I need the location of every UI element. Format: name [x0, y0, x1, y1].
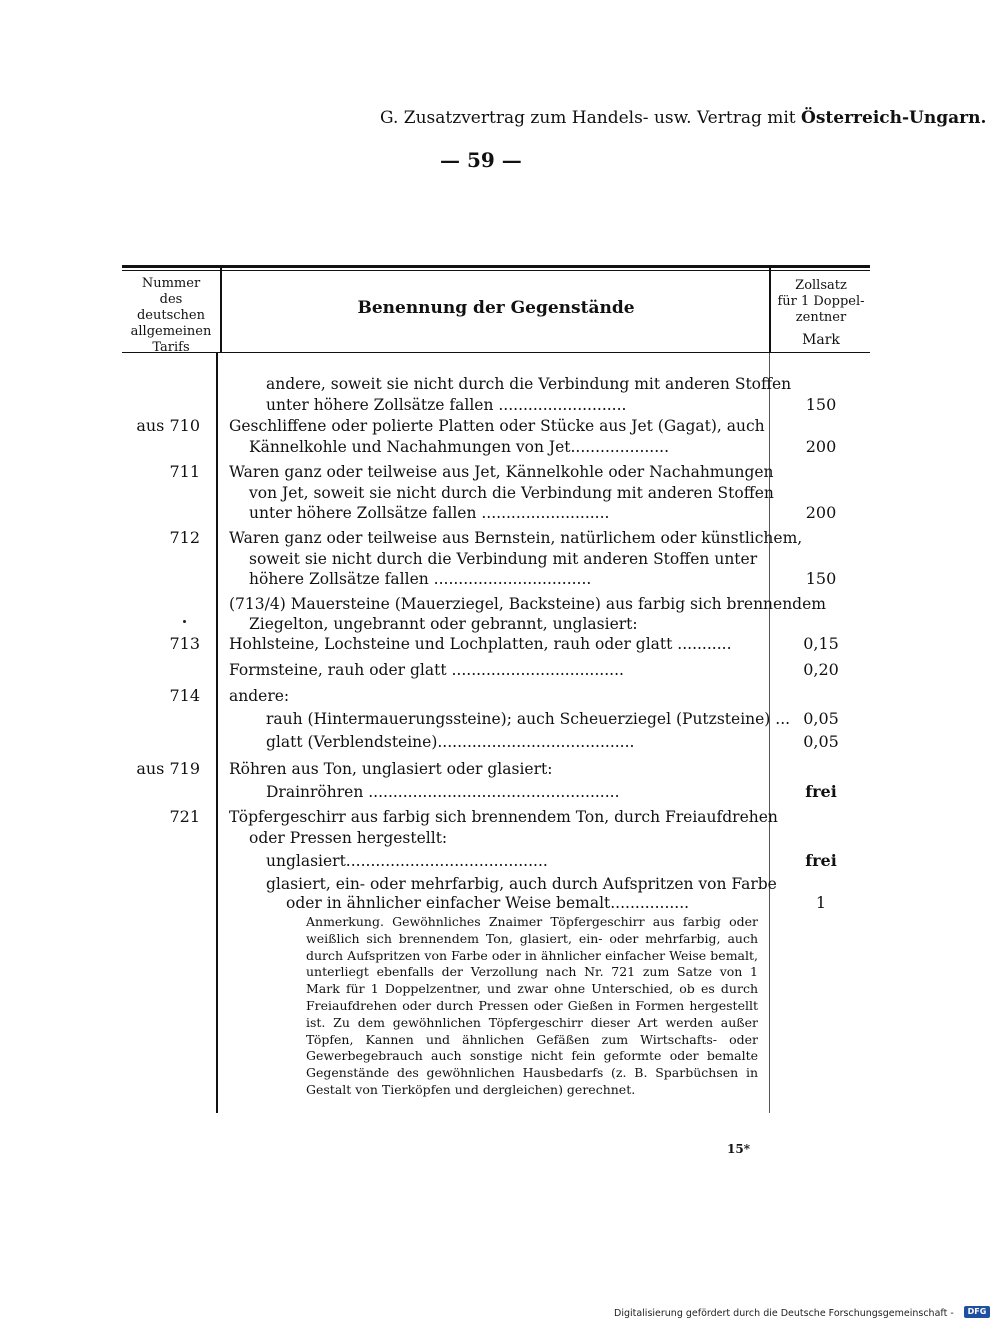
row-text: unter höhere Zollsätze fallen .......................... [266, 396, 627, 414]
page-number: — 59 — [440, 148, 522, 172]
tariff-number: aus 719 [136, 759, 200, 778]
row-text: Formsteine, rauh oder glatt ................................... [229, 661, 624, 679]
table-top-rule-thin [122, 270, 870, 271]
tariff-number: aus 710 [136, 416, 200, 435]
digitization-footer: Digitalisierung gefördert durch die Deutsche Forschungsgemeinschaft - [614, 1308, 954, 1319]
header-line: des deutschen [136, 292, 205, 323]
row-text: höhere Zollsätze fallen ................................ [249, 570, 592, 588]
row-rate: frei [805, 851, 837, 870]
running-head [380, 108, 987, 128]
page-signature: 15* [727, 1142, 750, 1156]
tariff-number: 721 [169, 807, 200, 826]
table-header-rule [122, 352, 870, 353]
running-head-text: G. Zusatzvertrag zum Handels- usw. Vertrag mit [380, 108, 802, 128]
row-text: andere, soweit sie nicht durch die Verbindung mit anderen Stoffen [266, 375, 792, 393]
row-rate: 200 [805, 503, 837, 522]
row-text: oder Pressen hergestellt: [249, 829, 448, 847]
row-rate: 150 [805, 395, 837, 414]
column-header-rate [772, 278, 870, 326]
tariff-number: 711 [169, 462, 200, 481]
row-text: von Jet, soweit sie nicht durch die Verbindung mit anderen Stoffen [249, 484, 774, 502]
row-rate: 1 [815, 893, 827, 912]
header-line: allgemeinen [130, 324, 212, 339]
row-text: Waren ganz oder teilweise aus Bernstein, natürlichem oder künstlichem, [229, 529, 803, 547]
margin-dot [183, 620, 186, 623]
row-text: oder in ähnlicher einfacher Weise bemalt................ [286, 894, 690, 912]
column-header-number [124, 276, 218, 356]
row-text: unglasiert......................................... [266, 852, 548, 870]
tariff-number: 713 [169, 634, 200, 653]
header-line: für 1 Doppel- [777, 294, 865, 309]
row-rate: 0,05 [803, 732, 839, 751]
row-text: soweit sie nicht durch die Verbindung mit anderen Stoffen unter [249, 550, 758, 568]
row-text: Kännelkohle und Nachahmungen von Jet.................... [249, 438, 670, 456]
running-head-country: Österreich-Ungarn. [801, 108, 987, 128]
row-text: (713/4) Mauersteine (Mauerziegel, Backsteine) aus farbig sich brennendem [229, 595, 826, 613]
table-top-rule [122, 265, 870, 268]
tariff-number: 714 [169, 686, 200, 705]
header-line: Tarifs [152, 340, 190, 355]
row-text: glasiert, ein- oder mehrfarbig, auch durch Aufspritzen von Farbe [266, 875, 777, 893]
row-text: Hohlsteine, Lochsteine und Lochplatten, rauh oder glatt ........... [229, 635, 732, 653]
row-text: Ziegelton, ungebrannt oder gebrannt, unglasiert: [249, 615, 638, 633]
row-text: glatt (Verblendsteine)........................................ [266, 733, 635, 751]
row-rate: 150 [805, 569, 837, 588]
column-divider-left-header [220, 268, 222, 353]
annotation-note: Anmerkung. Gewöhnliches Znaimer Töpfergeschirr aus farbig oder weißlich sich brennendem Ton, glasiert, ein- oder mehrfarbig, auch durch Aufspritzen von Farbe oder in ähnlicher einfacher Weise bemalt, unterliegt ebenfalls der Verzollung nach Nr. 721 zum Satze von 1 Mark für 1 Doppelzentner, und zwar ohne Unterschied, ob es durch Freiaufdrehen oder durch Pressen oder Gießen in Formen hergestellt ist. Zu dem gewöhnlichen Töpfergeschirr dieser Art werden außer Töpfen, Kannen und ähnlichen Gefäßen zum Wirtschafts- oder Gewerbegebrauch auch sonstige nicht fein geformte oder bemalte Gegenstände des gewöhnlichen Hausbedarfs (z. B. Sparbüchsen in Gestalt von Tierköpfen und dergleichen) gerechnet. [306, 914, 758, 1097]
header-line: zentner [795, 310, 847, 325]
row-rate: frei [805, 782, 837, 801]
row-rate: 0,15 [803, 634, 839, 653]
column-header-unit: Mark [802, 332, 840, 348]
row-text: unter höhere Zollsätze fallen .......................... [249, 504, 610, 522]
row-text: Röhren aus Ton, unglasiert oder glasiert: [229, 760, 553, 778]
row-text: Waren ganz oder teilweise aus Jet, Kännelkohle oder Nachahmungen [229, 463, 774, 481]
column-header-title: Benennung der Gegenstände [357, 298, 635, 318]
row-text: Töpfergeschirr aus farbig sich brennendem Ton, durch Freiaufdrehen [229, 808, 778, 826]
row-rate: 0,05 [803, 709, 839, 728]
row-text: andere: [229, 687, 290, 705]
header-line: Nummer [141, 276, 201, 291]
header-line: Zollsatz [795, 278, 847, 293]
row-text: rauh (Hintermauerungssteine); auch Scheuerziegel (Putzsteine) ... [266, 710, 791, 728]
column-divider-left [216, 353, 218, 1113]
tariff-number: 712 [169, 528, 200, 547]
row-rate: 0,20 [803, 660, 839, 679]
row-text: Drainröhren ................................................... [266, 783, 620, 801]
row-text: Geschliffene oder polierte Platten oder Stücke aus Jet (Gagat), auch [229, 417, 765, 435]
column-divider-right-header [769, 268, 771, 353]
row-rate: 200 [805, 437, 837, 456]
dfg-logo: DFG [964, 1306, 990, 1318]
